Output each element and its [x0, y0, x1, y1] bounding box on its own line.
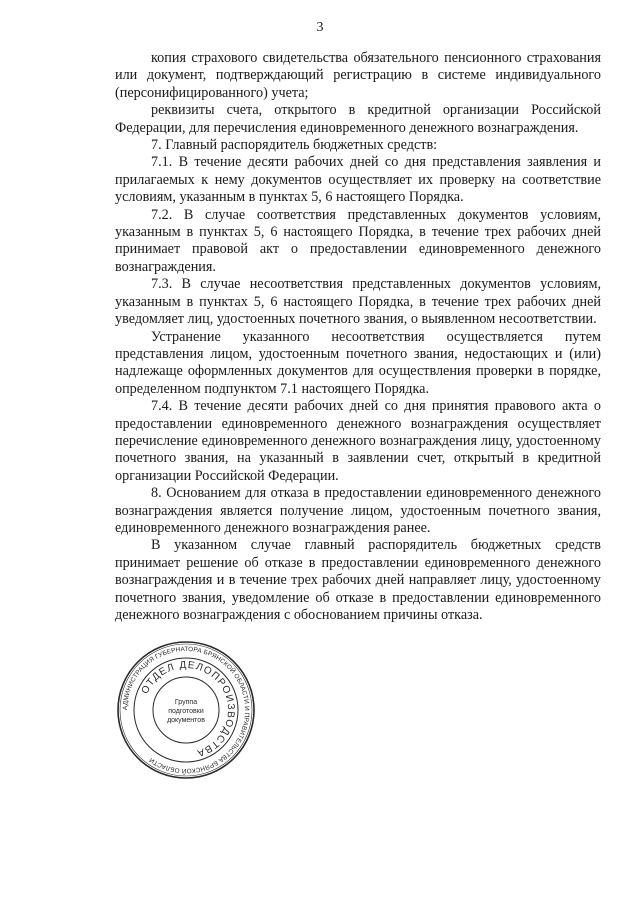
- paragraph-section-8: 8. Основанием для отказа в предоставлении единовременного денежного вознаграждения является получение лицом, удостоенным почетного звания, единовременного денежного вознаграждения ранее.: [115, 485, 601, 536]
- stamp-center-line-2: подготовки: [168, 708, 204, 715]
- stamp-middle-text-path: ОТДЕЛ ДЕЛОПРОИЗВОДСТВА: [139, 659, 237, 759]
- paragraph-7-1: 7.1. В течение десяти рабочих дней со дня представления заявления и прилагаемых к нему документов осуществляет их проверку на соответствие условиям, указанным в пунктах 5, 6 настоящего Порядка.: [115, 154, 601, 206]
- paragraph-refusal: В указанном случае главный распорядитель бюджетных средств принимает решение об отказе в предоставлении единовременного денежного вознаграждения и в течение трех рабочих дней направляет лицу, удостоенному почетного звания, уведомление об отказе в предоставлении единовременного денежного вознаграждения с обоснованием причины отказа.: [115, 537, 601, 623]
- stamp-center-line-3: документов: [167, 717, 205, 724]
- paragraph-section-7: 7. Главный распорядитель бюджетных средств:: [151, 137, 438, 154]
- paragraph-7-2: 7.2. В случае соответствия представленных документов условиям, указанным в пунктах 5, 6 настоящего Порядка, в течение трех рабочих дней принимает правовой акт о предоставлении единовременного денежного вознаграждения.: [115, 206, 601, 275]
- paragraph-bank-details: реквизиты счета, открытого в кредитной организации Российской Федерации, для перечисления единовременного денежного вознаграждения.: [115, 102, 601, 136]
- stamp-outer-text-path: АДМИНИСТРАЦИЯ ГУБЕРНАТОРА БРЯНСКОЙ ОБЛАСТИ И ПРАВИТЕЛЬСТВА БРЯНСКОЙ ОБЛАСТИ: [121, 645, 251, 775]
- document-body: [115, 50, 601, 624]
- paragraph-insurance-certificate: копия страхового свидетельства обязательного пенсионного страхования или документ, подтверждающий регистрацию в системе индивидуального (персонифицированного) учета;: [115, 50, 601, 101]
- paragraph-7-4: 7.4. В течение десяти рабочих дней со дня принятия правового акта о предоставлении единовременного денежного вознаграждения осуществляет перечисление единовременного денежного вознаграждения лицу, удостоенному почетного звания, на указанный в заявлении счет, открытый в кредитной организации Российской Федерации.: [115, 398, 601, 484]
- paragraph-7-3: 7.3. В случае несоответствия представленных документов условиям, указанным в пунктах 5, 6 настоящего Порядка, в течение трех рабочих дней уведомляет лиц, удостоенных почетного звания, о выявленном несоответствии.: [115, 276, 601, 328]
- page-number: 3: [316, 20, 324, 35]
- paragraph-correction: Устранение указанного несоответствия осуществляется путем представления лицом, удостоенным почетного звания, недостающих и (или) надлежаще оформленных документов для осуществления проверки в порядке, определенном подпунктом 7.1 настоящего Порядка.: [115, 328, 601, 397]
- official-stamp: [116, 640, 256, 780]
- stamp-center-line-1: Группа: [174, 699, 198, 706]
